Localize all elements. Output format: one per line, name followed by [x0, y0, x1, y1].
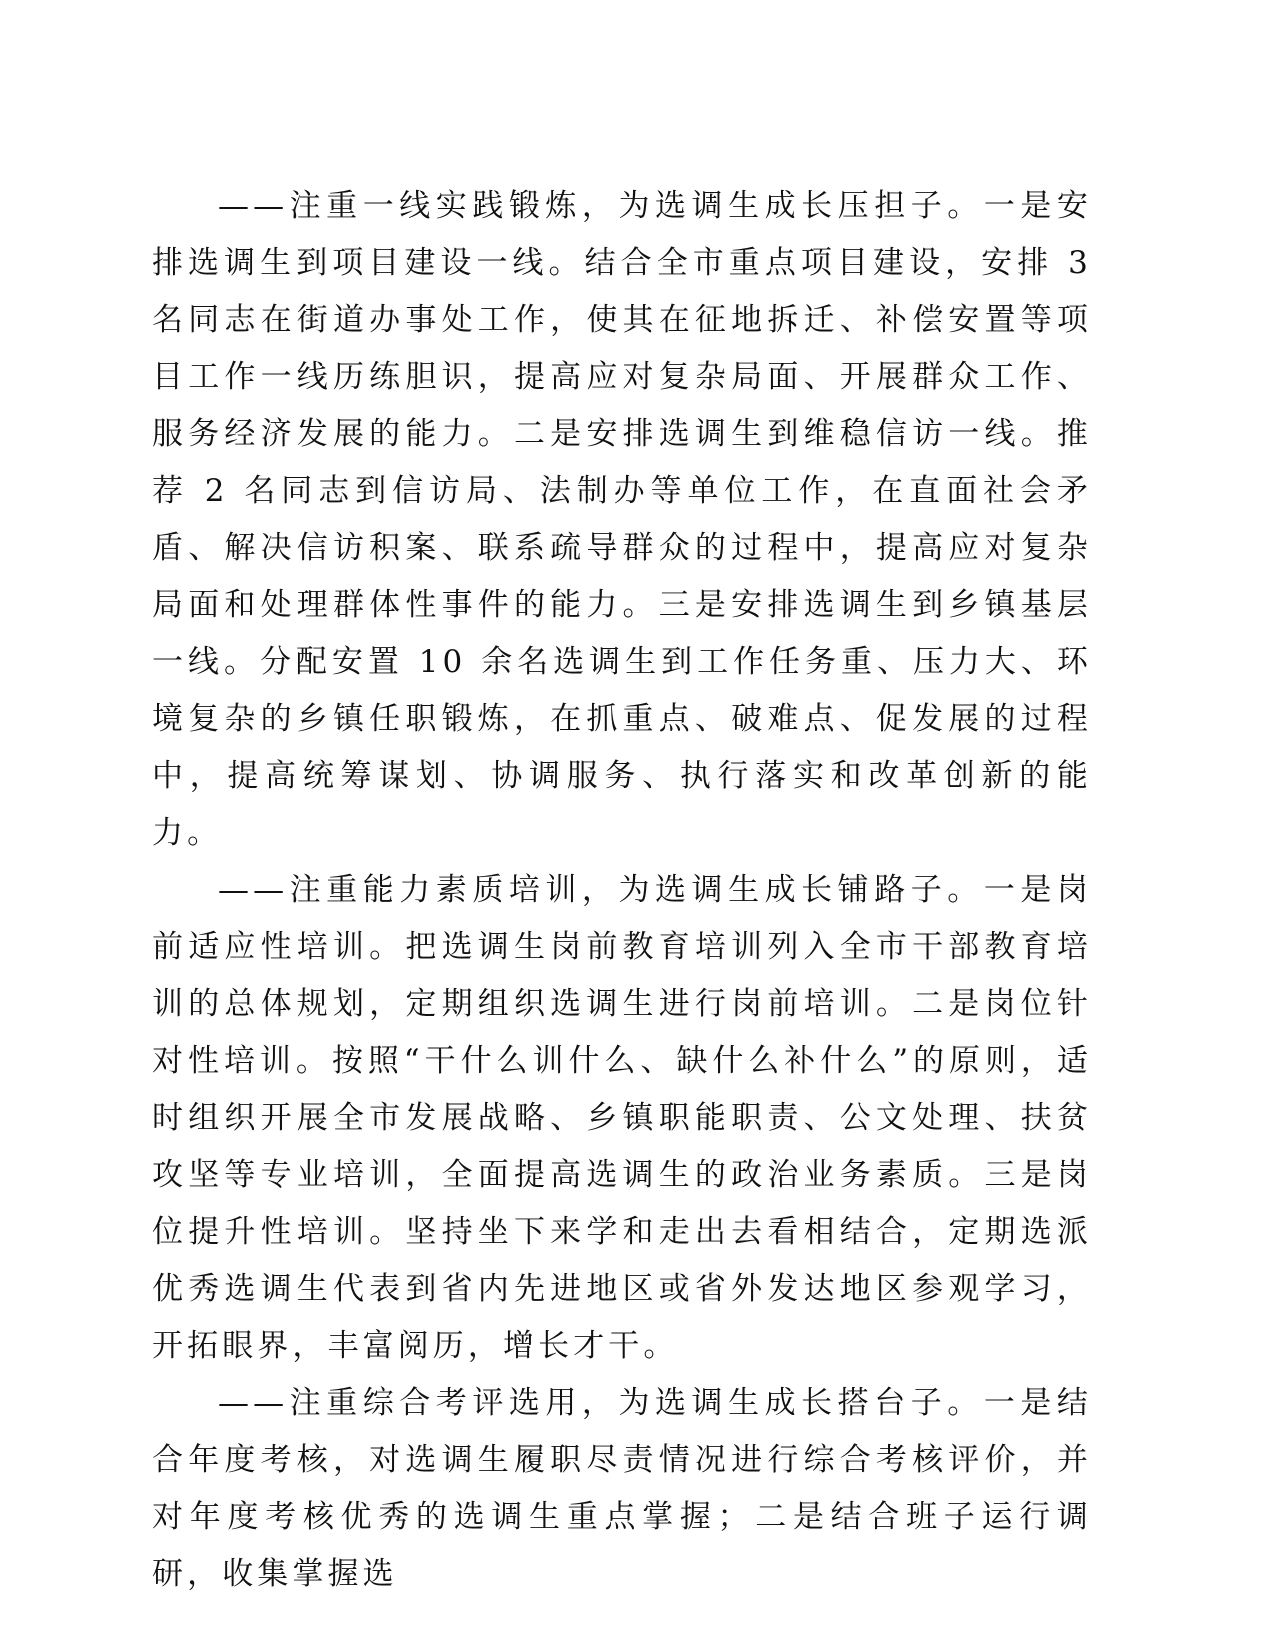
document-body [152, 178, 1092, 1603]
paragraph-frontline-practice: ——注重一线实践锻炼，为选调生成长压担子。一是安排选调生到项目建设一线。结合全市重点项目建设，安排 3 名同志在街道办事处工作，使其在征地拆迁、补偿安置等项目工作一线历练胆识，提高应对复杂局面、开展群众工作、服务经济发展的能力。二是安排选调生到维稳信访一线。推荐 2 名同志到信访局、法制办等单位工作，在直面社会矛盾、解决信访积案、联系疏导群众的过程中，提高应对复杂局面和处理群体性事件的能力。三是安排选调生到乡镇基层一线。分配安置 10 余名选调生到工作任务重、压力大、环境复杂的乡镇任职锻炼，在抓重点、破难点、促发展的过程中，提高统筹谋划、协调服务、执行落实和改革创新的能力。 [152, 188, 1092, 851]
paragraph-evaluation-selection: ——注重综合考评选用，为选调生成长搭台子。一是结合年度考核，对选调生履职尽责情况进行综合考核评价，并对年度考核优秀的选调生重点掌握；二是结合班子运行调研，收集掌握选 [152, 1385, 1092, 1592]
paragraph-ability-training: ——注重能力素质培训，为选调生成长铺路子。一是岗前适应性培训。把选调生岗前教育培训列入全市干部教育培训的总体规划，定期组织选调生进行岗前培训。二是岗位针对性培训。按照“干什么训什么、缺什么补什么”的原则，适时组织开展全市发展战略、乡镇职能职责、公文处理、扶贫攻坚等专业培训，全面提高选调生的政治业务素质。三是岗位提升性培训。坚持坐下来学和走出去看相结合，定期选派优秀选调生代表到省内先进地区或省外发达地区参观学习，开拓眼界，丰富阅历，增长才干。 [152, 872, 1092, 1364]
